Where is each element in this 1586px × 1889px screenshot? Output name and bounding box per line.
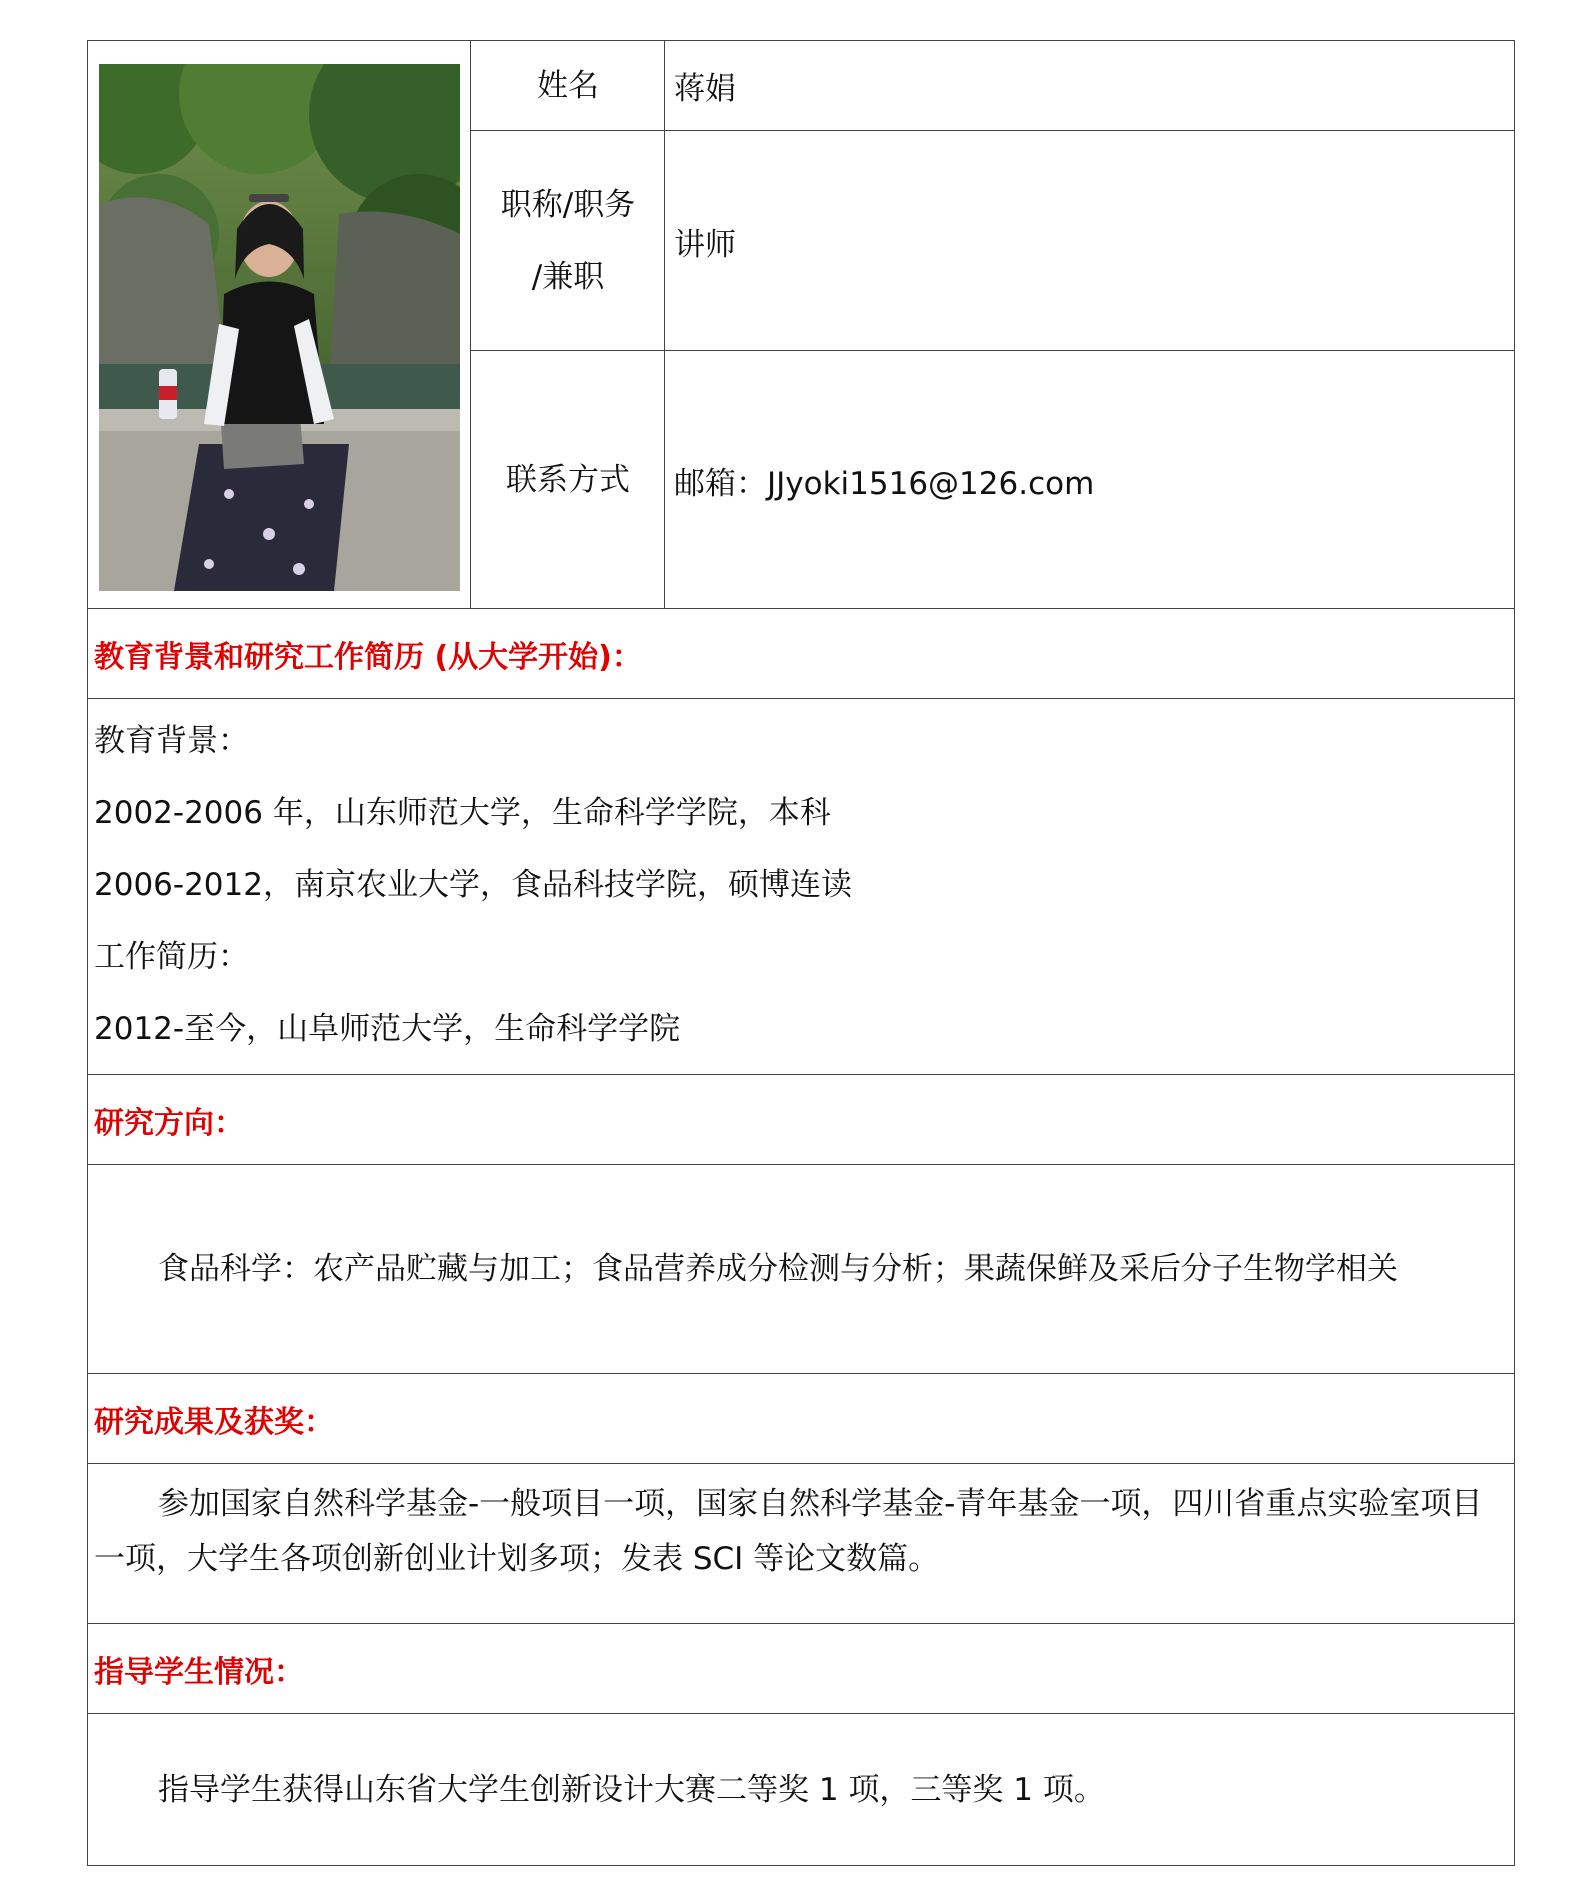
title-label-line2: /兼职: [531, 259, 605, 295]
supervision-heading: 指导学生情况：: [94, 1655, 304, 1690]
education-line: 2006-2012，南京农业大学，食品科技学院，硕博连读: [94, 867, 852, 903]
education-line: 工作简历：: [94, 939, 249, 975]
achievements-heading: 研究成果及获奖：: [94, 1405, 334, 1440]
education-line: 2012-至今，山阜师范大学，生命科学学院: [94, 1011, 681, 1047]
divider: [88, 608, 1514, 609]
divider: [88, 698, 1514, 699]
profile-table: [87, 40, 1515, 1866]
title-label-line1: 职称/职务: [500, 187, 636, 223]
title-label: [472, 132, 664, 350]
supervision-text: [88, 1715, 1514, 1865]
supervision-text-content: 指导学生获得山东省大学生创新设计大赛二等奖 1 项，三等奖 1 项。: [158, 1771, 1105, 1808]
research-text: [88, 1166, 1514, 1373]
divider: [88, 1074, 1514, 1075]
divider: [664, 41, 665, 608]
achievements-text: 参加国家自然科学基金-一般项目一项，国家自然科学基金-青年基金一项，四川省重点实验室项目一项，大学生各项创新创业计划多项；发表 SCI 等论文数篇。: [94, 1486, 1483, 1577]
name-label: 姓名: [537, 67, 599, 104]
profile-photo: [99, 64, 460, 591]
research-heading: 研究方向：: [94, 1106, 244, 1141]
name-value: 蒋娟: [674, 71, 736, 107]
divider: [471, 350, 1514, 351]
divider: [88, 1713, 1514, 1714]
title-value: 讲师: [674, 226, 736, 263]
divider: [470, 41, 471, 608]
divider: [88, 1623, 1514, 1624]
education-line: 2002-2006 年，山东师范大学，生命科学学院，本科: [94, 795, 831, 831]
divider: [88, 1463, 1514, 1464]
education-heading: 教育背景和研究工作简历 (从大学开始)：: [94, 640, 642, 675]
divider: [88, 1373, 1514, 1374]
education-line: 教育背景：: [94, 723, 249, 759]
divider: [471, 130, 1514, 131]
contact-label: 联系方式: [506, 462, 630, 498]
research-text-content: 食品科学：农产品贮藏与加工；食品营养成分检测与分析；果蔬保鲜及采后分子生物学相关: [158, 1251, 1398, 1287]
contact-value: 邮箱：JJyoki1516@126.com: [674, 465, 1095, 502]
education-body: [88, 705, 1514, 1065]
divider: [88, 1164, 1514, 1165]
